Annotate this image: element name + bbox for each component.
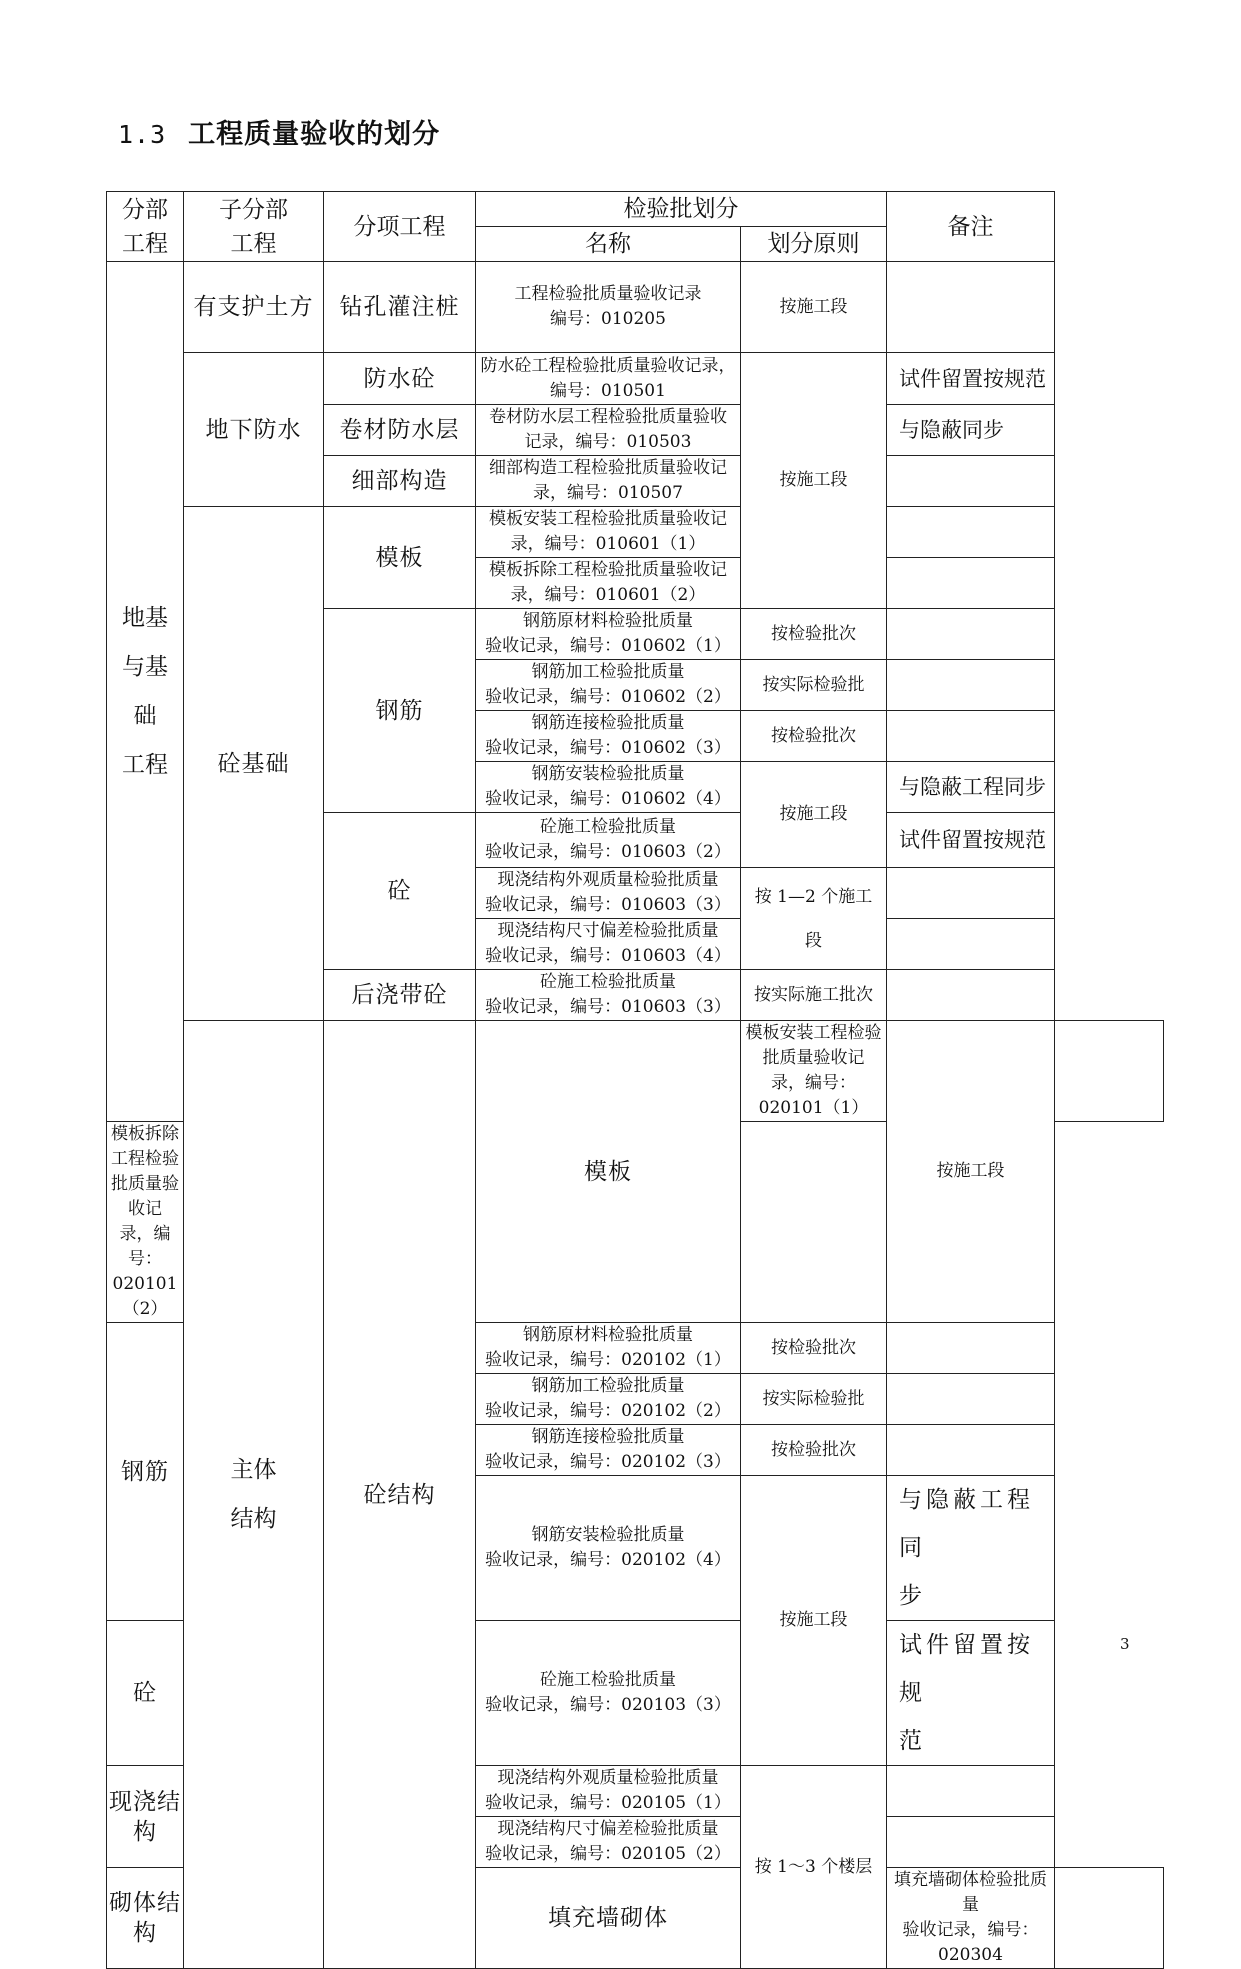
header-name: 名称: [476, 227, 741, 262]
batch-name: 现浇结构外观质量检验批质量 验收记录，编号：020105（1）: [476, 1766, 741, 1817]
item-membrane-layer: 卷材防水层: [324, 405, 476, 456]
page-number: 3: [1120, 1635, 1130, 1653]
remark-cell: [887, 660, 1055, 711]
section-title: [118, 112, 440, 151]
batch-name: 钢筋连接检验批质量 验收记录，编号：020102（3）: [476, 1425, 741, 1476]
batch-name: 模板安装工程检验批质量验收记 录，编号：010601（1）: [476, 507, 741, 558]
division-foundation: 地基 与基 础 工程: [107, 262, 184, 1122]
batch-name: 工程检验批质量验收记录 编号：010205: [476, 262, 741, 353]
item-concrete: 砼: [324, 813, 476, 970]
item-waterproof-concrete: 防水砼: [324, 353, 476, 405]
batch-name: 填充墙砌体检验批质量 验收记录，编号：020304: [887, 1868, 1055, 1969]
remark-cell: 与隐蔽工程同 步: [887, 1476, 1055, 1621]
batch-name: 模板拆除工程检验批质量验收记 录，编号：020101（2）: [107, 1122, 184, 1323]
subdivision-concrete-foundation: 砼基础: [184, 507, 324, 1021]
remark-cell: [887, 262, 1055, 353]
batch-name: 砼施工检验批质量 验收记录，编号：010603（3）: [476, 970, 741, 1021]
subdivision-concrete-structure: 砼结构: [324, 1021, 476, 1969]
item-post-cast-strip: 后浇带砼: [324, 970, 476, 1021]
batch-principle: 按施工段: [741, 262, 887, 353]
batch-name: 防水砼工程检验批质量验收记录， 编号：010501: [476, 353, 741, 405]
batch-principle: 按检验批次: [741, 609, 887, 660]
subdivision-earthwork: 有支护土方: [184, 262, 324, 353]
remark-cell: [887, 1425, 1055, 1476]
remark-cell: [887, 609, 1055, 660]
batch-name: 钢筋加工检验批质量 验收记录，编号：010602（2）: [476, 660, 741, 711]
batch-name: 现浇结构尺寸偏差检验批质量 验收记录，编号：020105（2）: [476, 1817, 741, 1868]
remark-cell: [887, 1323, 1055, 1374]
header-batch-group: 检验批划分: [476, 192, 887, 227]
remark-cell: 试件留置按规范: [887, 813, 1055, 868]
remark-cell: [887, 711, 1055, 762]
batch-principle: 按 1—2 个施工 段: [741, 868, 887, 970]
batch-name: 钢筋加工检验批质量 验收记录，编号：020102（2）: [476, 1374, 741, 1425]
remark-cell: [887, 1817, 1055, 1868]
batch-name: 现浇结构外观质量检验批质量 验收记录，编号：010603（3）: [476, 868, 741, 919]
batch-principle: 按施工段: [741, 762, 887, 868]
item-cast-in-place: 现浇结构: [107, 1766, 184, 1868]
batch-name: 砼施工检验批质量 验收记录，编号：020103（3）: [476, 1621, 741, 1766]
batch-principle: 按实际施工批次: [741, 970, 887, 1021]
item-rebar: 钢筋: [107, 1323, 184, 1621]
remark-cell: [887, 1766, 1055, 1817]
header-item: 分项工程: [324, 192, 476, 262]
batch-name: 钢筋安装检验批质量 验收记录，编号：020102（4）: [476, 1476, 741, 1621]
batch-name: 砼施工检验批质量 验收记录，编号：010603（2）: [476, 813, 741, 868]
section-title-text: 工程质量验收的划分: [188, 119, 441, 150]
remark-cell: [887, 507, 1055, 558]
section-number: 1.3: [118, 120, 167, 149]
batch-principle: 按实际检验批: [741, 1374, 887, 1425]
remark-cell: [1055, 1868, 1164, 1969]
batch-name: 钢筋原材料检验批质量 验收记录，编号：010602（1）: [476, 609, 741, 660]
header-remark: 备注: [887, 192, 1055, 262]
remark-cell: [887, 1374, 1055, 1425]
batch-principle: 按检验批次: [741, 711, 887, 762]
batch-principle: 按施工段: [741, 1476, 887, 1766]
batch-principle: 按 1～3 个楼层: [741, 1766, 887, 1969]
batch-name: 模板拆除工程检验批质量验收记 录，编号：010601（2）: [476, 558, 741, 609]
remark-cell: 试件留置按规 范: [887, 1621, 1055, 1766]
batch-name: 钢筋连接检验批质量 验收记录，编号：010602（3）: [476, 711, 741, 762]
remark-cell: 与隐蔽同步: [887, 405, 1055, 456]
header-principle: 划分原则: [741, 227, 887, 262]
item-concrete: 砼: [107, 1621, 184, 1766]
item-detail-structure: 细部构造: [324, 456, 476, 507]
batch-name: 卷材防水层工程检验批质量验收 记录，编号：010503: [476, 405, 741, 456]
header-division: 分部 工程: [107, 192, 184, 262]
remark-cell: [887, 970, 1055, 1021]
batch-name: 钢筋原材料检验批质量 验收记录，编号：020102（1）: [476, 1323, 741, 1374]
batch-principle: 按检验批次: [741, 1323, 887, 1374]
remark-cell: 试件留置按规范: [887, 353, 1055, 405]
division-main-structure: 主体 结构: [184, 1021, 324, 1969]
remark-cell: [887, 919, 1055, 970]
remark-cell: [1055, 1021, 1164, 1122]
remark-cell: [887, 558, 1055, 609]
remark-cell: 与隐蔽工程同步: [887, 762, 1055, 813]
item-formwork: 模板: [476, 1021, 741, 1323]
subdivision-masonry: 砌体结构: [107, 1868, 184, 1969]
batch-principle: 按施工段: [741, 353, 887, 609]
batch-name: 细部构造工程检验批质量验收记 录，编号：010507: [476, 456, 741, 507]
remark-cell: [887, 868, 1055, 919]
item-formwork: 模板: [324, 507, 476, 609]
batch-principle: 按实际检验批: [741, 660, 887, 711]
batch-principle: 按施工段: [887, 1021, 1055, 1323]
item-rebar: 钢筋: [324, 609, 476, 813]
item-bored-pile: 钻孔灌注桩: [324, 262, 476, 353]
item-infill-wall: 填充墙砌体: [476, 1868, 741, 1969]
batch-name: 钢筋安装检验批质量 验收记录，编号：010602（4）: [476, 762, 741, 813]
acceptance-division-table: [106, 191, 1164, 1969]
remark-cell: [887, 456, 1055, 507]
batch-name: 模板安装工程检验批质量验收记 录，编号：020101（1）: [741, 1021, 887, 1122]
batch-principle: 按检验批次: [741, 1425, 887, 1476]
header-subdivision: 子分部 工程: [184, 192, 324, 262]
batch-name: 现浇结构尺寸偏差检验批质量 验收记录，编号：010603（4）: [476, 919, 741, 970]
remark-cell: [741, 1122, 887, 1323]
subdivision-waterproofing: 地下防水: [184, 353, 324, 507]
